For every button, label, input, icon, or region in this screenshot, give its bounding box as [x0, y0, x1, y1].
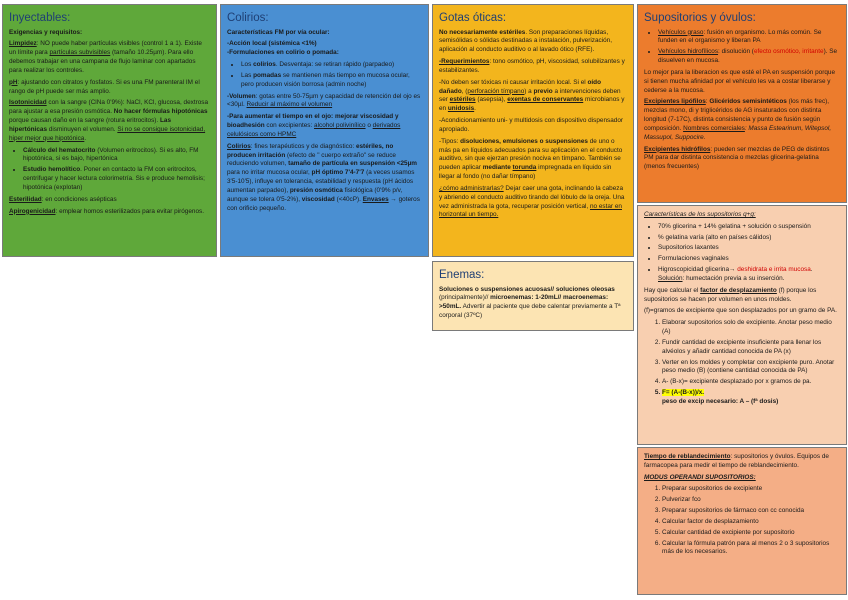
list-item: 1. Elaborar supositorios solo de excipiente. Anotar peso medio (A): [662, 319, 840, 337]
limpidez-paragraph: Limpidez: NO puede haber partículas visibles (control 1 a 1). Existe un límite para partículas subvisibles (tamaño 10.25µm). Para ello debemos trabajar en una campana de flujo laminar con apartados para realizar los controles.: [9, 40, 202, 74]
requerimientos-paragraph: -Requerimientos: tono osmótico, pH, viscosidad, solubilizantes y estabilizantes.: [439, 58, 625, 74]
factor-definition: (f)=gramos de excipiente que son desplazados por un gramo de PA.: [644, 307, 837, 315]
list-item: 3. Verter en los moldes y completar con excipiente puro. Anotar peso medio (B) (contiene cantidad conocida de PA): [662, 359, 840, 377]
modus-operandi-title: MODUS OPERANDI SUPOSITORIOS:: [644, 473, 756, 481]
toxicas-paragraph: -No deben ser tóxicas ni causar irritación local. Si el oído dañado, (perforación tímpano) a previo a intervenciones deben ser estériles (asepsia), exentas de conservantes microbianos y en unidosis.: [439, 78, 625, 113]
esterilidad-paragraph: Esterilidad: en condiciones asépticas: [9, 195, 117, 203]
modus-steps: [644, 485, 840, 557]
colirios-formulaciones: -Formulaciones en colirio o pomada:: [227, 49, 339, 57]
list-item: 4. Calcular factor de desplazamiento: [662, 518, 840, 527]
supositorios-title: Supositorios y óvulos:: [644, 12, 756, 24]
acondicionamiento-paragraph: -Acondicionamiento uni- y multidosis con dispositivo dispensador apropiado.: [439, 117, 624, 133]
list-item: • 70% glicerina + 14% gelatina + solución o suspensión: [658, 223, 840, 232]
gotas-oticas-box: [432, 4, 634, 257]
list-item: 1. Preparar supositorios de excipiente: [662, 485, 840, 494]
colirios-box: [220, 4, 429, 257]
list-item: 2. Pulverizar fco: [662, 496, 840, 505]
list-item: 3. Preparar supositorios de fármaco con cc conocida: [662, 507, 840, 516]
list-item: • Cálculo del hematocrito (Volumen eritrocitos). Si es alto, FM hipotónica, si es bajo, hipertónica: [23, 147, 210, 165]
caracteristicas-title: Características de los supositorios q+g:: [644, 211, 756, 218]
gotas-title: Gotas óticas:: [439, 12, 507, 24]
reblandecimiento-paragraph: Tiempo de reblandecimiento: supositorios y óvulos. Equipos de farmacopea para medir el tiempo de reblandecimiento.: [644, 453, 829, 469]
list-item: • Vehículos graso: fusión en organismo. Lo más común. Se funden en el organismo y liberan PA: [658, 29, 840, 47]
inyectables-list: [9, 147, 210, 193]
list-item: • Los colirios. Desventaja: se retiran rápido (parpadeo): [241, 61, 422, 70]
colirios-list: [227, 61, 422, 89]
ph-paragraph: pH: ajustando con citratos y fosfatos. Si es una FM parenteral IM el rango de pH puede ser más amplio.: [9, 78, 200, 95]
list-item: 2. Fundir cantidad de excipiente insuficiente para llenar los alvéolos y añadir cantidad conocida de PA (x): [662, 339, 840, 357]
enemas-title: Enemas:: [439, 269, 485, 281]
enemas-paragraph: Soluciones o suspensiones acuosas// soluciones oleosas (principalmente)// microenemas: 1-20mL// macroenemas: >50mL. Advertir al paciente que debe calentar previamente a Tª corporal (37ºC): [439, 285, 621, 320]
tipos-paragraph: -Tipos: disoluciones, emulsiones o suspensiones de uno o más pa en líquidos adecuados para su aplicación en el conducto auditivo, sin que ejerzan presión nociva en tímpano. También se pueden aplicar mediante torunda impregnada en líquido sin llegar al fondo (no dañar tímpano): [439, 137, 623, 181]
vehiculos-list: [644, 29, 840, 66]
colirios-accion: -Acción local (sistémica <1%): [227, 40, 317, 48]
liberacion-paragraph: Lo mejor para la liberacion es que esté el PA en suspensión porque si tienen mucha afinidad por el vehículo les va a costar liberarse y cederse a la mucosa.: [644, 68, 836, 94]
aumentar-paragraph: -Para aumentar el tiempo en el ojo: mejorar viscosidad y bioadhesión con excipientes: alcohol polivinílico o derivados celulósicos como HPMC: [227, 113, 401, 138]
colirios-paragraph: Colirios: fines terapéuticos y de diagnóstico: estériles, no producen irritación (efecto de " cuerpo extraño" se reduce reduciendo volumen, tamaño de partícula en suspensión <25µm para no irritar mucosa ocular, pH óptimo 7'4-7'7 (a veces usamos 3'5-10'5), influye en tolerancia, estabilidad y respuesta (pH ácidos aumentan parpadeo), presión osmótica fisiológica (0'9% p/v, aunque se tolera 0'5-2%), viscosidad (<40cP). Envases → goteros con orificio pequeño.: [227, 142, 420, 212]
factor-steps: [644, 319, 840, 406]
list-item: • % gelatina varía (alto en países cálidos): [658, 234, 840, 243]
list-item: • Higroscopicidad glicerina→ deshidrata e irrita mucosa. Solución: humectación previa a su inserción.: [658, 266, 840, 284]
hidrofilos-paragraph: Excipientes hidrófilos: pueden ser mezclas de PEG de distintos PM para dar distinta consistencia o mezclas glicerina-gelatina (menos frecuentes): [644, 145, 830, 171]
enemas-box: [432, 261, 634, 331]
list-item: • Supositorios laxantes: [658, 244, 840, 253]
inyectables-title: Inyectables:: [9, 12, 71, 24]
apirogenicidad-paragraph: Apirogenicidad: emplear homos esterilizados para evitar pirógenos.: [9, 207, 204, 215]
list-item: 4. A- (B-x)= excipiente desplazado por x gramos de pa.: [662, 378, 840, 387]
colirios-title: Colirios:: [227, 12, 269, 24]
lipofilos-paragraph: Excipientes lipófilos: Glicéridos semisintéticos (los más frec), mezclas mono, di y triglicéridos de AG insaturados con distinta longitud (7-17C), distinta consistencia y punto de fusión según composición. Nombres comerciales: Massa Estearinum, Witepsol, Massupol, Suppocire.: [644, 98, 832, 141]
gotas-intro: No necesariamente estériles. Son preparaciones líquidas, semisólidas o sólidas destinadas a instalación, pulverización, aplicación al conducto auditivo o al lavado ótico (RFE).: [439, 28, 612, 54]
list-item: 5. F= (A-(B-x))/x. peso de excip necesario: A – (fª dosis): [662, 389, 840, 407]
list-item: 5. Calcular cantidad de excipiente por supositorio: [662, 529, 840, 538]
list-item: • Estudio hemolítico. Poner en contacto la FM con eritrocitos, centrifugar y hacer lectura colorimetría. Sis e produce hemolisis; hipotónica (explotan): [23, 166, 210, 192]
administrar-paragraph: ¿cómo administrarlas? Dejar caer una gota, inclinando la cabeza y abriendo el conducto auditivo tirando del lóbulo de la oreja. Una vez administrada la gota, recuperar posición vertical, no estar en horizontal un tiempo.: [439, 184, 625, 219]
caracteristicas-list: [644, 223, 840, 284]
list-item: 6. Calcular la fórmula patrón para al menos 2 o 3 supositorios más de los necesarios.: [662, 540, 840, 558]
inyectables-subtitle: Exigencias y requisitos:: [9, 28, 83, 36]
isotonicidad-paragraph: Isotonicidad con la sangre (ClNa 0'9%): NaCl, KCl, glucosa, dextrosa para ajustar a esa presión osmótica. No hacer fórmulas hipotónicas porque causan daño en la sangre (rotura eritrocitos). Las hipertónicas disminuyen el volumen. Si no se consigue isotonicidad, hiper mejor que hipotónica.: [9, 99, 209, 142]
list-item: • Las pomadas se mantienen más tiempo en mucosa ocular, pero producen visión borrosa (admin noche): [241, 72, 422, 90]
inyectables-box: [2, 4, 217, 257]
caracteristicas-box: [637, 205, 847, 445]
colirios-subtitle: Características FM por vía ocular:: [227, 28, 330, 36]
reblandecimiento-box: [637, 447, 847, 595]
volumen-paragraph: -Volumen: gotas entre 50-75µm y capacidad de retención del ojo es <30µl. Reducir al máximo el volumen: [227, 92, 421, 109]
list-item: • Vehículos hidrofílicos: disolución (efecto osmótico, irritante). Se disuelven en mucosa.: [658, 48, 840, 66]
supositorios-box: [637, 4, 847, 203]
list-item: • Formulaciones vaginales: [658, 255, 840, 264]
factor-paragraph: Hay que calcular el factor de desplazamiento (f) porque los supositorios se hacen por volumen en unos moldes.: [644, 286, 817, 303]
